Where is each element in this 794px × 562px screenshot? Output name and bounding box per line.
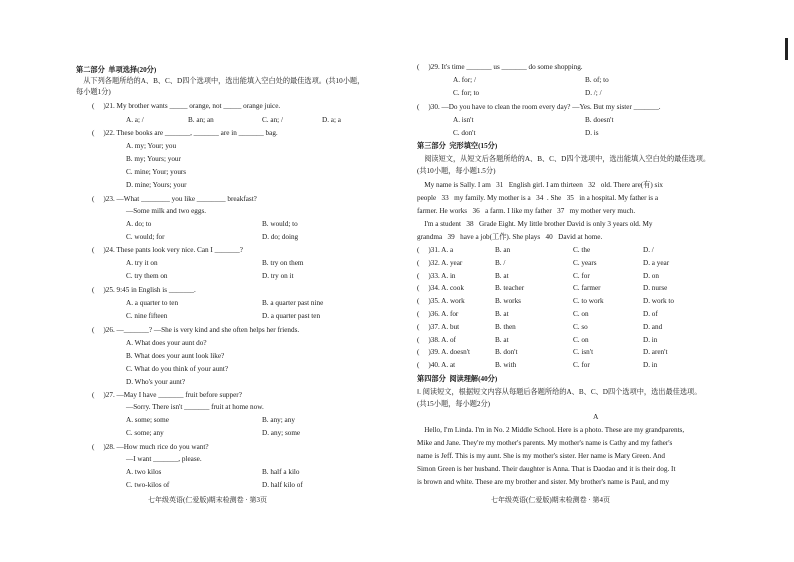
option: C. two-kilos of — [126, 481, 170, 489]
option: C. try them on — [126, 272, 168, 280]
passage-label: A — [593, 412, 599, 421]
option: B. at — [495, 271, 509, 280]
option: B. works — [495, 297, 521, 306]
option: D. on — [643, 271, 659, 280]
question-stem: ( )27. —May I have _______ fruit before supper? — [92, 391, 242, 399]
option: D. any; some — [262, 429, 301, 437]
option: A. some; some — [126, 416, 169, 424]
cloze-passage-line: grandma 39 have a job(工作). She plays 40 David at home. — [417, 233, 603, 241]
option: D. aren't — [643, 348, 668, 357]
cloze-item: ( )31. A. a — [417, 246, 454, 254]
cloze-item: ( )40. A. at — [417, 361, 456, 370]
option: B. a quarter past nine — [262, 299, 324, 307]
option: C. don't — [453, 129, 476, 137]
cloze-item: ( )34. A. cook — [417, 284, 464, 293]
question-stem: ( )30. —Do you have to clean the room every day? —Yes. But my sister _______. — [417, 103, 661, 111]
option: A. What does your aunt do? — [126, 339, 207, 347]
cloze-passage-line: My name is Sally. I am 31 English girl. I am thirteen 32 old. There are(有) six — [417, 181, 663, 189]
option: C. years — [573, 258, 597, 267]
cloze-item: ( )39. A. doesn't — [417, 348, 471, 357]
option: C. an; / — [262, 116, 283, 124]
option: B. teacher — [495, 284, 525, 293]
question-stem: ( )25. 9:45 in English is _______. — [92, 286, 196, 294]
cloze-item: ( )38. A. of — [417, 335, 456, 344]
cloze-passage-line: people 33 my family. My mother is a 34 . She 35 in a hospital. My father is a — [417, 194, 659, 202]
option: B. try on them — [262, 259, 304, 267]
option: B. of; to — [585, 76, 609, 84]
question-stem: ( )28. —How much rice do you want? — [92, 443, 209, 451]
option: D. /; / — [585, 89, 602, 97]
cloze-item: ( )33. A. in — [417, 271, 456, 280]
reading-passage-line: Simon Green is her husband. Their daughter is Anna. That is Daodao and it is their dog. It — [417, 465, 676, 473]
option: D. in — [643, 361, 658, 370]
page-footer: 七年级英语(仁爱版)期末检测卷 · 第3页 — [148, 496, 267, 504]
option: B. doesn't — [585, 116, 614, 124]
question-stem: ( )21. My brother wants _____ orange, not _____ orange juice. — [92, 102, 281, 110]
cloze-passage-line: farmer. He works 36 a farm. I like my father 37 my mother very much. — [417, 207, 636, 215]
option: B. an — [495, 246, 511, 254]
option: C. to work — [573, 297, 604, 306]
option: D. a quarter past ten — [262, 312, 321, 320]
option: D. / — [643, 246, 654, 254]
cloze-item: ( )35. A. work — [417, 297, 465, 306]
option: C. on — [573, 310, 589, 318]
option: B. with — [495, 361, 517, 370]
page-footer: 七年级英语(仁爱版)期末检测卷 · 第4页 — [491, 496, 610, 504]
question-stem: ( )26. —_______? —She is very kind and she often helps her friends. — [92, 326, 300, 334]
option: C. for — [573, 271, 590, 280]
option: D. half kilo of — [262, 481, 303, 489]
option: C. What do you think of your aunt? — [126, 365, 229, 373]
option: D. of — [643, 310, 658, 318]
option: C. for; to — [453, 89, 480, 97]
option: C. on — [573, 335, 589, 344]
option: B. my; Yours; your — [126, 155, 181, 163]
section2-title: 第二部分 单项选择(20分) — [76, 66, 157, 74]
option: B. any; any — [262, 416, 295, 424]
cloze-item: ( )36. A. for — [417, 310, 459, 318]
option: B. What does your aunt look like? — [126, 352, 225, 360]
option: C. for — [573, 361, 590, 370]
option: C. nine fifteen — [126, 312, 168, 320]
reading-passage-line: Mike and Jane. They're my mother's parents. My mother's name is Cathy and my father's — [417, 439, 673, 447]
question-stem: ( )23. —What ________ you like ________ breakfast? — [92, 195, 257, 203]
option: A. my; Your; you — [126, 142, 177, 150]
section2-instruction-line2: 每小题1分) — [76, 88, 111, 96]
reading-passage-line: is brown and white. These are my brother and sister. My brother's name is Paul, and my — [417, 478, 670, 486]
section4-instruction-line1: Ⅰ. 阅读短文，根据短文内容从每题后各题所给的A、B、C、D四个选项中，选出最佳选项。 — [417, 388, 702, 396]
option: D. mine; Yours; your — [126, 181, 187, 189]
option: A. for; / — [453, 76, 476, 84]
option: D. in — [643, 335, 658, 344]
section4-instruction-line2: (共15小题，每小题2分) — [417, 400, 491, 408]
option: C. farmer — [573, 284, 601, 293]
option: A. a quarter to ten — [126, 299, 179, 307]
reading-passage-line: name is Jeff. This is my aunt. She is my mother's sister. Her name is Mary Green. And — [417, 452, 665, 460]
question-stem: ( )29. It's time _______ us _______ do some shopping. — [417, 63, 583, 71]
cloze-passage-line: I'm a student 38 Grade Eight. My little brother David is only 3 years old. My — [417, 220, 653, 228]
question-stem: ( )22. These books are _______, _______ are in _______ bag. — [92, 129, 278, 137]
reading-passage-line: Hello, I'm Linda. I'm in No. 2 Middle School. Here is a photo. These are my grandparents, — [417, 426, 685, 434]
question-stem: ( )24. These pants look very nice. Can I _______? — [92, 246, 243, 254]
option: A. a; / — [126, 116, 144, 124]
option: B. half a kilo — [262, 468, 300, 476]
section4-title: 第四部分 阅读理解(40分) — [417, 375, 498, 383]
cloze-item: ( )37. A. but — [417, 322, 460, 331]
question-dialogue: —Sorry. There isn't _______ fruit at home now. — [126, 403, 264, 411]
option: B. an; an — [188, 116, 214, 124]
section2-instruction-line1: 从下列各题所给的A、B、C、D四个选项中，选出能填入空白处的最佳选项。(共10小题， — [76, 77, 365, 85]
option: B. don't — [495, 348, 518, 357]
option: D. Who's your aunt? — [126, 378, 186, 386]
option: A. two kilos — [126, 468, 162, 476]
option: D. a year — [643, 258, 670, 267]
option: B. at — [495, 335, 509, 344]
option: C. would; for — [126, 233, 165, 241]
scan-edge-mark — [785, 38, 788, 60]
option: C. mine; Your; yours — [126, 168, 187, 176]
question-dialogue: —I want _______, please. — [126, 455, 202, 463]
option: C. isn't — [573, 348, 594, 357]
option: B. then — [495, 322, 516, 331]
option: D. nurse — [643, 284, 668, 293]
option: B. at — [495, 310, 509, 318]
option: D. a; a — [322, 116, 341, 124]
option: D. do; doing — [262, 233, 299, 241]
option: A. do; to — [126, 220, 152, 228]
option: C. the — [573, 246, 591, 254]
section3-instruction-line1: 阅读短文，从短文后各题所给的A、B、C、D四个选项中，选出能填入空白处的最佳选项。 — [417, 155, 711, 163]
section3-title: 第三部分 完形填空(15分) — [417, 142, 498, 150]
option: C. some; any — [126, 429, 164, 437]
option: D. is — [585, 129, 599, 137]
option: B. would; to — [262, 220, 298, 228]
right-page — [397, 0, 794, 562]
option: D. try on it — [262, 272, 294, 280]
cloze-item: ( )32. A. year — [417, 258, 463, 267]
option: C. so — [573, 322, 588, 331]
option: A. try it on — [126, 259, 158, 267]
option: D. and — [643, 322, 663, 331]
section3-instruction-line2: (共10小题，每小题1.5分) — [417, 167, 496, 175]
question-dialogue: —Some milk and two eggs. — [126, 207, 207, 215]
option: B. / — [495, 258, 506, 267]
option: D. work to — [643, 297, 674, 306]
option: A. isn't — [453, 116, 474, 124]
